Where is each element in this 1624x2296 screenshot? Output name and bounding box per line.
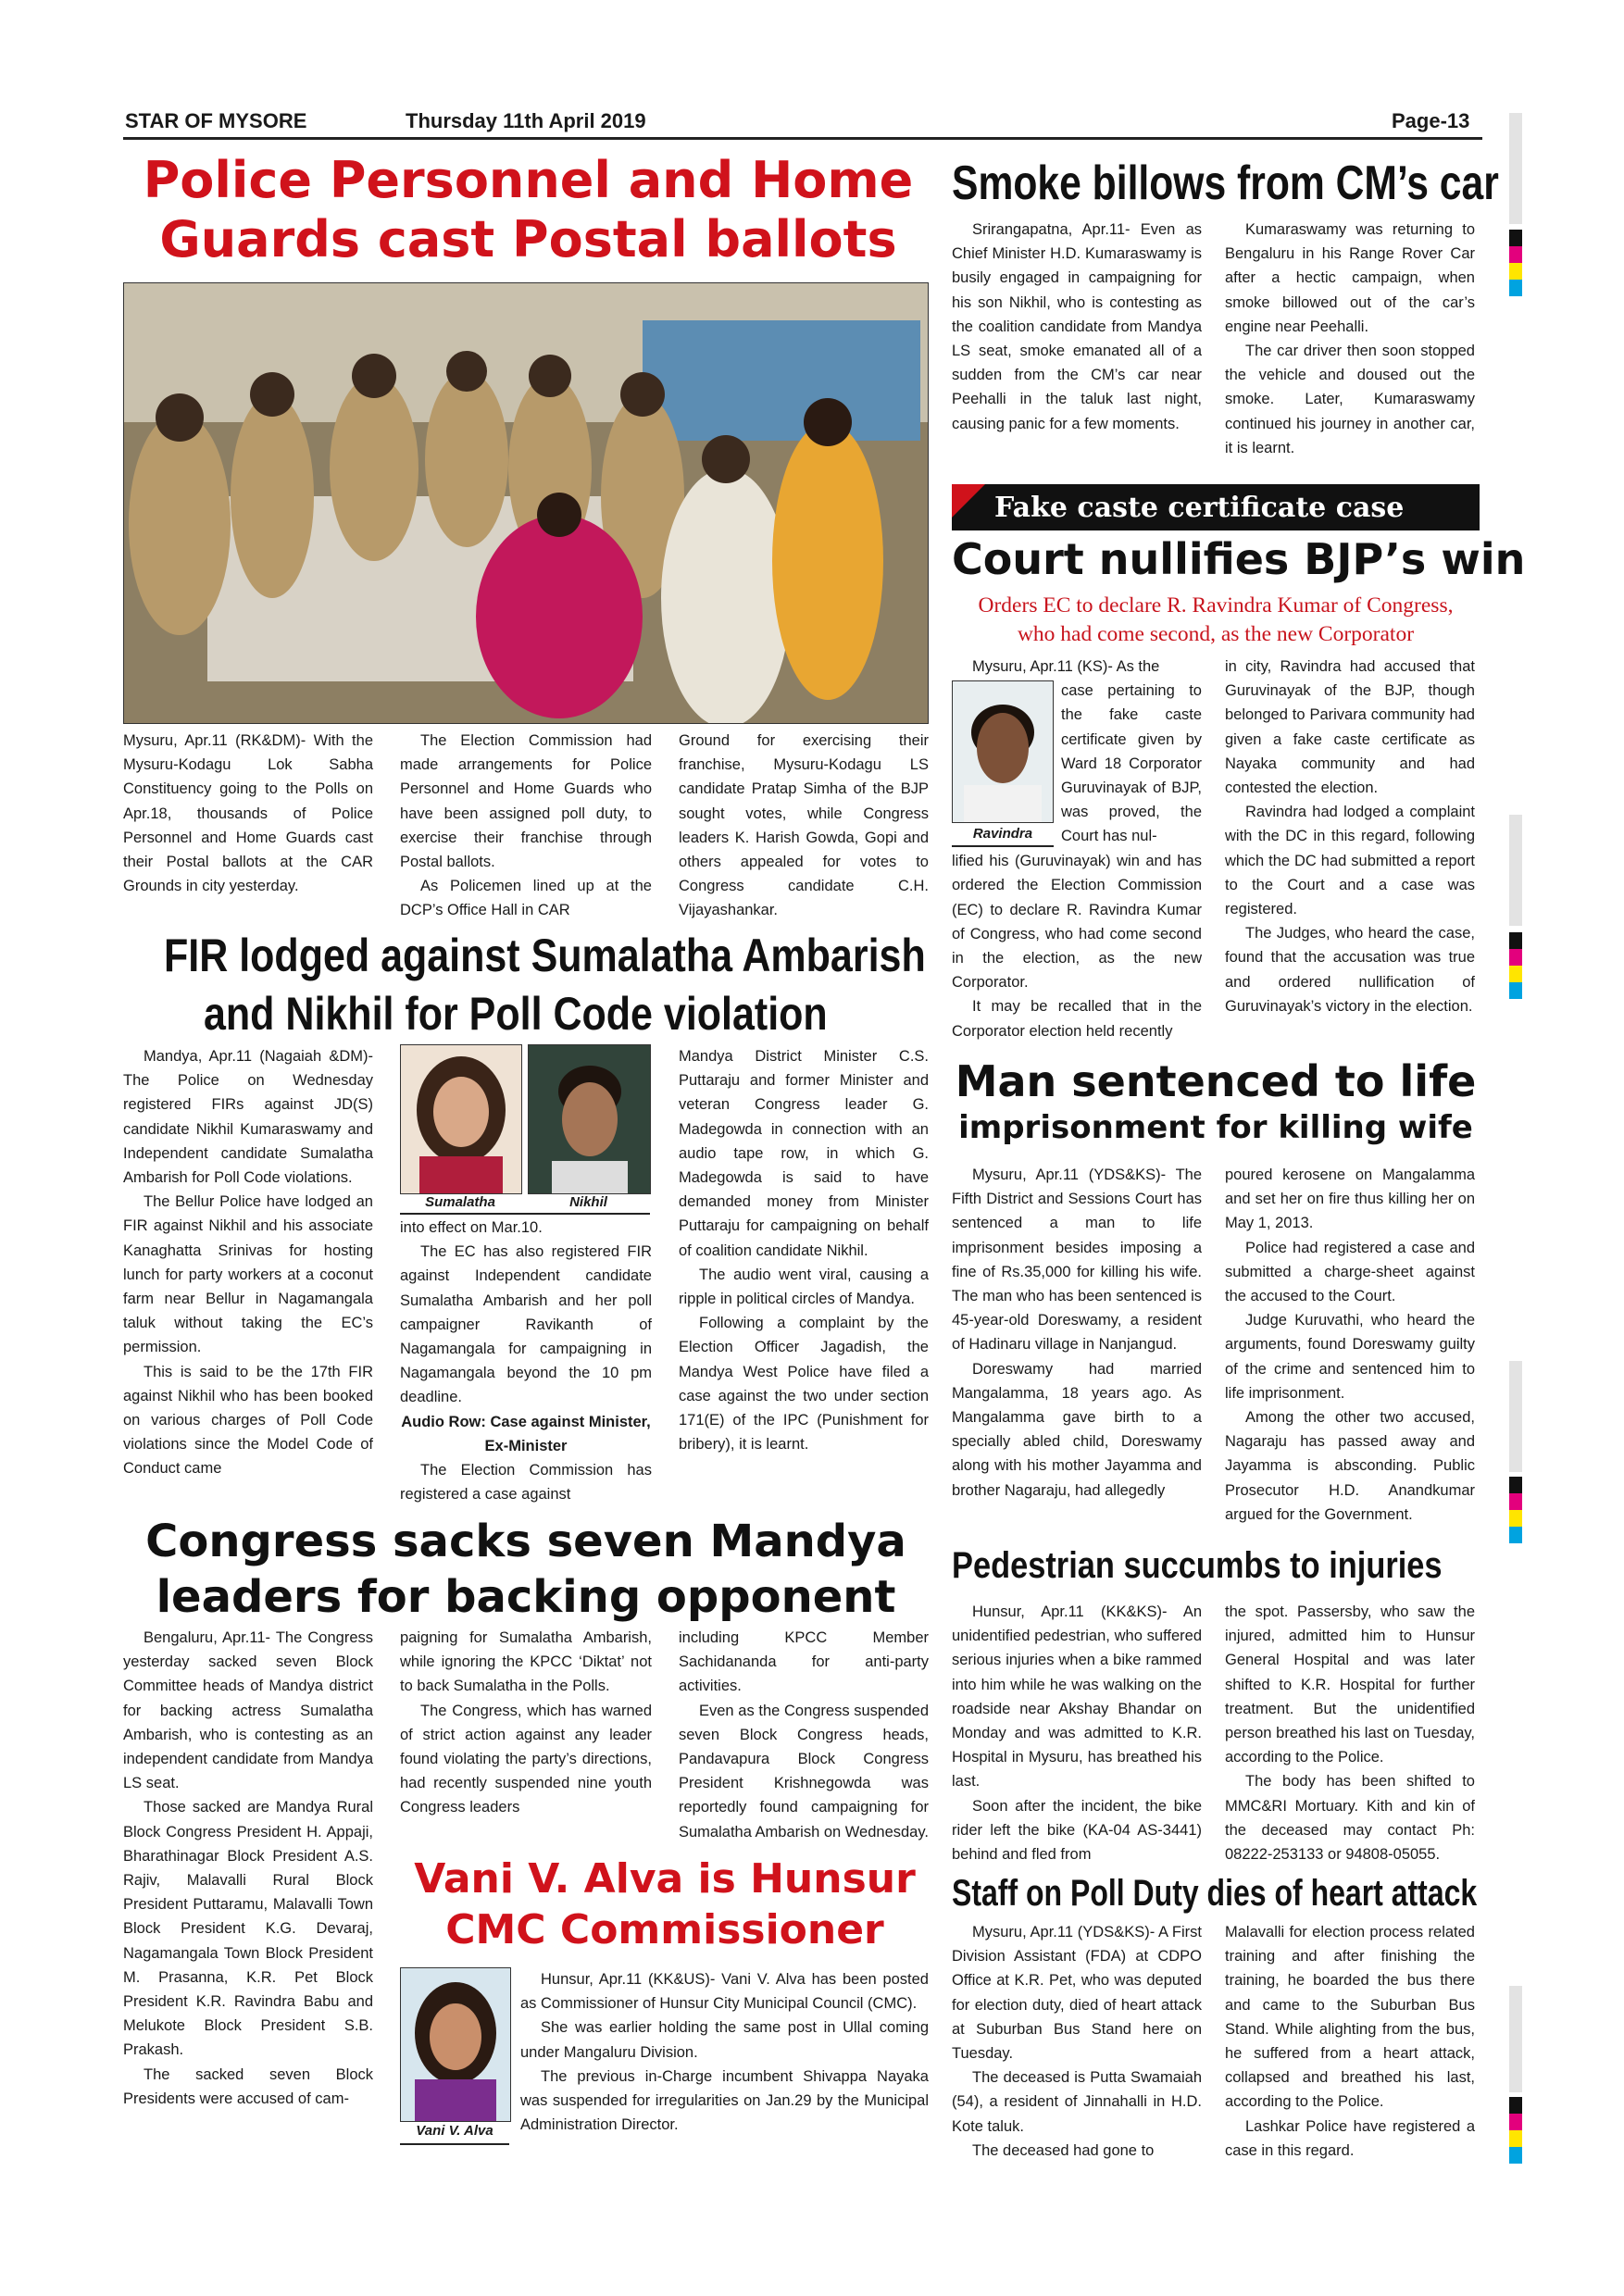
nikhil-photo <box>528 1044 651 1194</box>
pedestrian-headline: Pedestrian succumbs to injuries <box>952 1545 1443 1586</box>
court-col-2: in city, Ravindra had accused that Guruvinayak of the BJP, though belonged to Parivara community had given a fake caste certificate as Nayaka community and had contested the election. Ravindra had lodged a complaint with the DC in this regard, following which the DC had submitted a report to the Court and a case was registered. The Judges, who heard the case, found that the accusation was true and ordered nullification of Guruvinayak’s victory in the election. <box>1225 658 1475 1015</box>
postal-ballot-photo <box>123 282 929 724</box>
fir-col-3: Mandya District Minister C.S. Puttaraju and former Minister and veteran Congress leader G. Madegowda in connection with an audio tape row, in which G. Madegowda is said to have demanded money from Minister Puttaraju for campaigning on behalf of coalition candidate Nikhil. The audio went viral, causing a ripple in political circles of Mandya. Following a complaint by the Election Officer Jagadish, the Mandya West Police have filed a case against the two under section 171(E) of the IPC (Punishment for bribery), it is learnt. <box>679 1048 929 1454</box>
cmyk-bar <box>1509 932 1522 999</box>
photo-caption-rule <box>400 1213 650 1215</box>
ravindra-caption: Ravindra <box>952 823 1054 847</box>
print-strip <box>1509 113 1522 224</box>
print-strip <box>1509 1986 1522 2092</box>
postal-col-2: The Election Commission had made arrangements for Police Personnel and Home Guards who have been assigned poll duty, to exercise their franchise through Postal ballots. As Policemen lined up at the DCP’s Office Hall in CAR <box>400 732 652 919</box>
kicker-bar <box>952 484 1480 530</box>
smoke-col-2: Kumaraswamy was returning to Bengaluru in his Range Rover Car after a hectic campaign, when smoke billowed out of the car’s engine near Peehalli. The car driver then soon stopped the vehicle and doused out the smoke. Later, Kumaraswamy continued his journey in another car, it is learnt. <box>1225 221 1475 456</box>
congress-col-1: Bengaluru, Apr.11- The Congress yesterday sacked seven Block Committee heads of Mandya district for backing actress Sumalatha Ambarish, who is contesting as an independent candidate from Mandya LS seat. Those sacked are Mandya Rural Block Congress President H. Appaji, Bharathinagar Block President A.S. Rajiv, Malavalli Rural Block President Puttaramu, Malavalli Town Block President K.G. Devaraj, Nagamangala Town Block President M. Prasanna, K.R. Pet Block President K.R. Ravindra Babu and Melukote Block President S.B. Prakash. The sacked seven Block Presidents were accused of cam- <box>123 1629 373 2107</box>
congress-headline: Congress sacks seven Mandya leaders for backing opponent <box>145 1516 906 1623</box>
cmyk-bar <box>1509 1477 1522 1543</box>
court-headline: Court nullifies BJP’s win <box>952 534 1526 584</box>
vani-caption: Vani V. Alva <box>416 2123 493 2139</box>
fir-col-1: Mandya, Apr.11 (Nagaiah &DM)- The Police on Wednesday registered FIRs against JD(S) candidate Nikhil Kumaraswamy and Independent candidate Sumalatha Ambarish for Poll Code violations. The Bellur Police have lodged an FIR against Nikhil and his associate Kanaghatta Srinivas for hosting lunch for party workers at a coconut farm near Bellur in Nagamangala taluk without taking the EC’s permission. This is said to be the 17th FIR against Nikhil who has been booked on various charges of Poll Code violations since the Model Code of Conduct came <box>123 1048 373 1478</box>
kicker-flag-icon <box>952 484 985 518</box>
life-col-1: Mysuru, Apr.11 (YDS&KS)- The Fifth District and Sessions Court has sentenced a man to life imprisonment besides imposing a fine of Rs.35,000 for killing his wife. The man who has been sentenced is 45-year-old Doreswamy, a resident of Hadinaru village in Nanjangud. Doreswamy had married Mangalamma, 18 years ago. As Mangalamma gave birth to a specially abled child, Doreswamy along with his mother Jayamma and brother Nagaraju, had allegedly <box>952 1167 1202 1499</box>
cmyk-bar <box>1509 2097 1522 2164</box>
smoke-col-1: Srirangapatna, Apr.11- Even as Chief Minister H.D. Kumaraswamy is busily engaged in campaigning for his son Nikhil, who is contesting as the coalition candidate from Mandya LS seat, smoke emanated all of a sudden from the CM’s car near Peehalli in the taluk last night, causing panic for a few moments. <box>952 221 1202 432</box>
congress-col-3: including KPCC Member Sachidananda for anti-party activities. Even as the Congress suspended seven Block Congress heads, Pandavapura Block Congress President Krishnegowda was reportedly found campaigning for Sumalatha Ambarish on Wednesday. <box>679 1629 929 1841</box>
fir-col-2: into effect on Mar.10. The EC has also registered FIR against Independent candidate Sumalatha Ambarish and her poll campaigner Ravikanth of Nagamangala for campaigning in Nagamangala beyond the 10 pm deadline. Audio Row: Case against Minister, Ex-Minister The Election Commission has registered a case against <box>400 1219 652 1504</box>
paper-name: STAR OF MYSORE <box>125 109 307 132</box>
nikhil-caption: Nikhil <box>569 1194 607 1210</box>
staff-col-1: Mysuru, Apr.11 (YDS&KS)- A First Division Assistant (FDA) at CDPO Office at K.R. Pet, who was deputed for election duty, died of heart attack at Suburban Bus Stand here on Tuesday. The deceased is Putta Swamaiah (54), a resident of Jinnahalli in H.D. Kote taluk. The deceased had gone to <box>952 1924 1202 2159</box>
masthead-rule <box>123 137 1482 140</box>
staff-col-2: Malavalli for election process related training and after finishing the training, he boarded the bus there and came to the Suburban Bus Stand. While alighting from the bus, he suffered from a heart attack, collapsed and breathed his last, according to the Police. Lashkar Police have registered a case in this regard. <box>1225 1924 1475 2159</box>
postal-col-3: Ground for exercising their franchise, Mysuru-Kodagu LS candidate Pratap Simha of the BJP sought votes, while Congress leaders K. Harish Gowda, Gopi and others appealed for votes to Congress candidate C.H. Vijayashankar. <box>679 732 929 919</box>
fir-headline-line-2: and Nikhil for Poll Code violation <box>204 988 828 1040</box>
life-col-2: poured kerosene on Mangalamma and set her on fire thus killing her on May 1, 2013. Police had registered a case and submitted a charge-sheet against the accused to the Court. Judge Kuruvathi, who heard the arguments, found Doreswamy guilty of the crime and sentenced him to life imprisonment. Among the other two accused, Nagaraju has passed away and Jayamma is absconding. Public Prosecutor H.D. Anandkumar argued for the Government. <box>1225 1167 1475 1523</box>
fir-headline-line-1: FIR lodged against Sumalatha Ambarish <box>164 930 926 981</box>
staff-headline: Staff on Poll Duty dies of heart attack <box>952 1873 1478 1914</box>
congress-col-2: paigning for Sumalatha Ambarish, while ignoring the KPCC ‘Diktat’ not to back Sumalatha in the Polls. The Congress, which has warned of strict action against any leader found violating the party’s directions, had recently suspended nine youth Congress leaders <box>400 1629 652 1816</box>
postal-col-1: Mysuru, Apr.11 (RK&DM)- With the Mysuru-Kodagu Lok Sabha Constituency going to the Polls on Apr.18, thousands of Police Personnel and Home Guards cast their Postal ballots at the CAR Grounds in city yesterday. <box>123 732 373 895</box>
print-strip <box>1509 815 1522 926</box>
ravindra-photo-slot <box>952 680 1054 849</box>
court-col-1: Mysuru, Apr.11 (KS)- As the Ravindra case pertaining to the fake caste certificate given by Ward 18 Corporator Guruvinayak of BJP, was proved, the Court has nul- lified his (Guruvinayak) win and has ordered the Election Commission (EC) to declare R. Ravindra Kumar of Congress, who had come second in the election, as the new Corporator. It may be recalled that in the Corporator election held recently <box>952 658 1202 1040</box>
life-headline: Man sentenced to life imprisonment for killing wife <box>955 1056 1477 1146</box>
print-strip <box>1509 1361 1522 1472</box>
pedestrian-col-2: the spot. Passersby, who saw the injured, admitted him to Hunsur General Hospital and was later shifted to K.R. Hospital for further treatment. But the unidentified person breathed his last on Tuesday, according to the Police. The body has been shifted to MMC&RI Mortuary. Kith and kin of the deceased may contact Ph: 08222-253133 or 94808-05055. <box>1225 1603 1475 1864</box>
pedestrian-col-1: Hunsur, Apr.11 (KK&KS)- An unidentified pedestrian, who suffered serious injuries when a bike rammed into him while he was walking on the roadside near Akshay Bhandar on Monday and was admitted to K.R. Hospital in Mysuru, has breathed his last. Soon after the incident, the bike rider left the bike (KA-04 AS-3441) behind and fled from <box>952 1603 1202 1864</box>
vani-photo <box>400 1967 511 2122</box>
smoke-headline: Smoke billows from CM’s car <box>952 156 1499 210</box>
vani-caption-rule <box>400 2143 509 2145</box>
fir-subhead: Audio Row: Case against Minister, Ex-Minister <box>401 1413 651 1454</box>
ravindra-photo <box>952 680 1054 823</box>
vani-body: Hunsur, Apr.11 (KK&US)- Vani V. Alva has been posted as Commissioner of Hunsur City Municipal Council (CMC). She was earlier holding the same post in Ullal coming under Mangaluru Division. The previous in-Charge incumbent Shivappa Nayaka was suspended for irregularities on Jan.29 by the Municipal Administration Director. <box>520 1971 929 2134</box>
vani-headline: Vani V. Alva is Hunsur CMC Commissioner <box>414 1855 916 1953</box>
postal-headline: Police Personnel and Home Guards cast Postal ballots <box>143 151 914 268</box>
court-deck: Orders EC to declare R. Ravindra Kumar of Congress, who had come second, as the new Corporator <box>978 593 1454 646</box>
sumalatha-caption: Sumalatha <box>425 1194 495 1210</box>
cmyk-bar <box>1509 230 1522 296</box>
kicker-text: Fake caste certificate case <box>994 492 1405 524</box>
sumalatha-photo <box>400 1044 522 1194</box>
issue-date: Thursday 11th April 2019 <box>406 109 646 132</box>
page-number: Page-13 <box>1392 109 1470 132</box>
